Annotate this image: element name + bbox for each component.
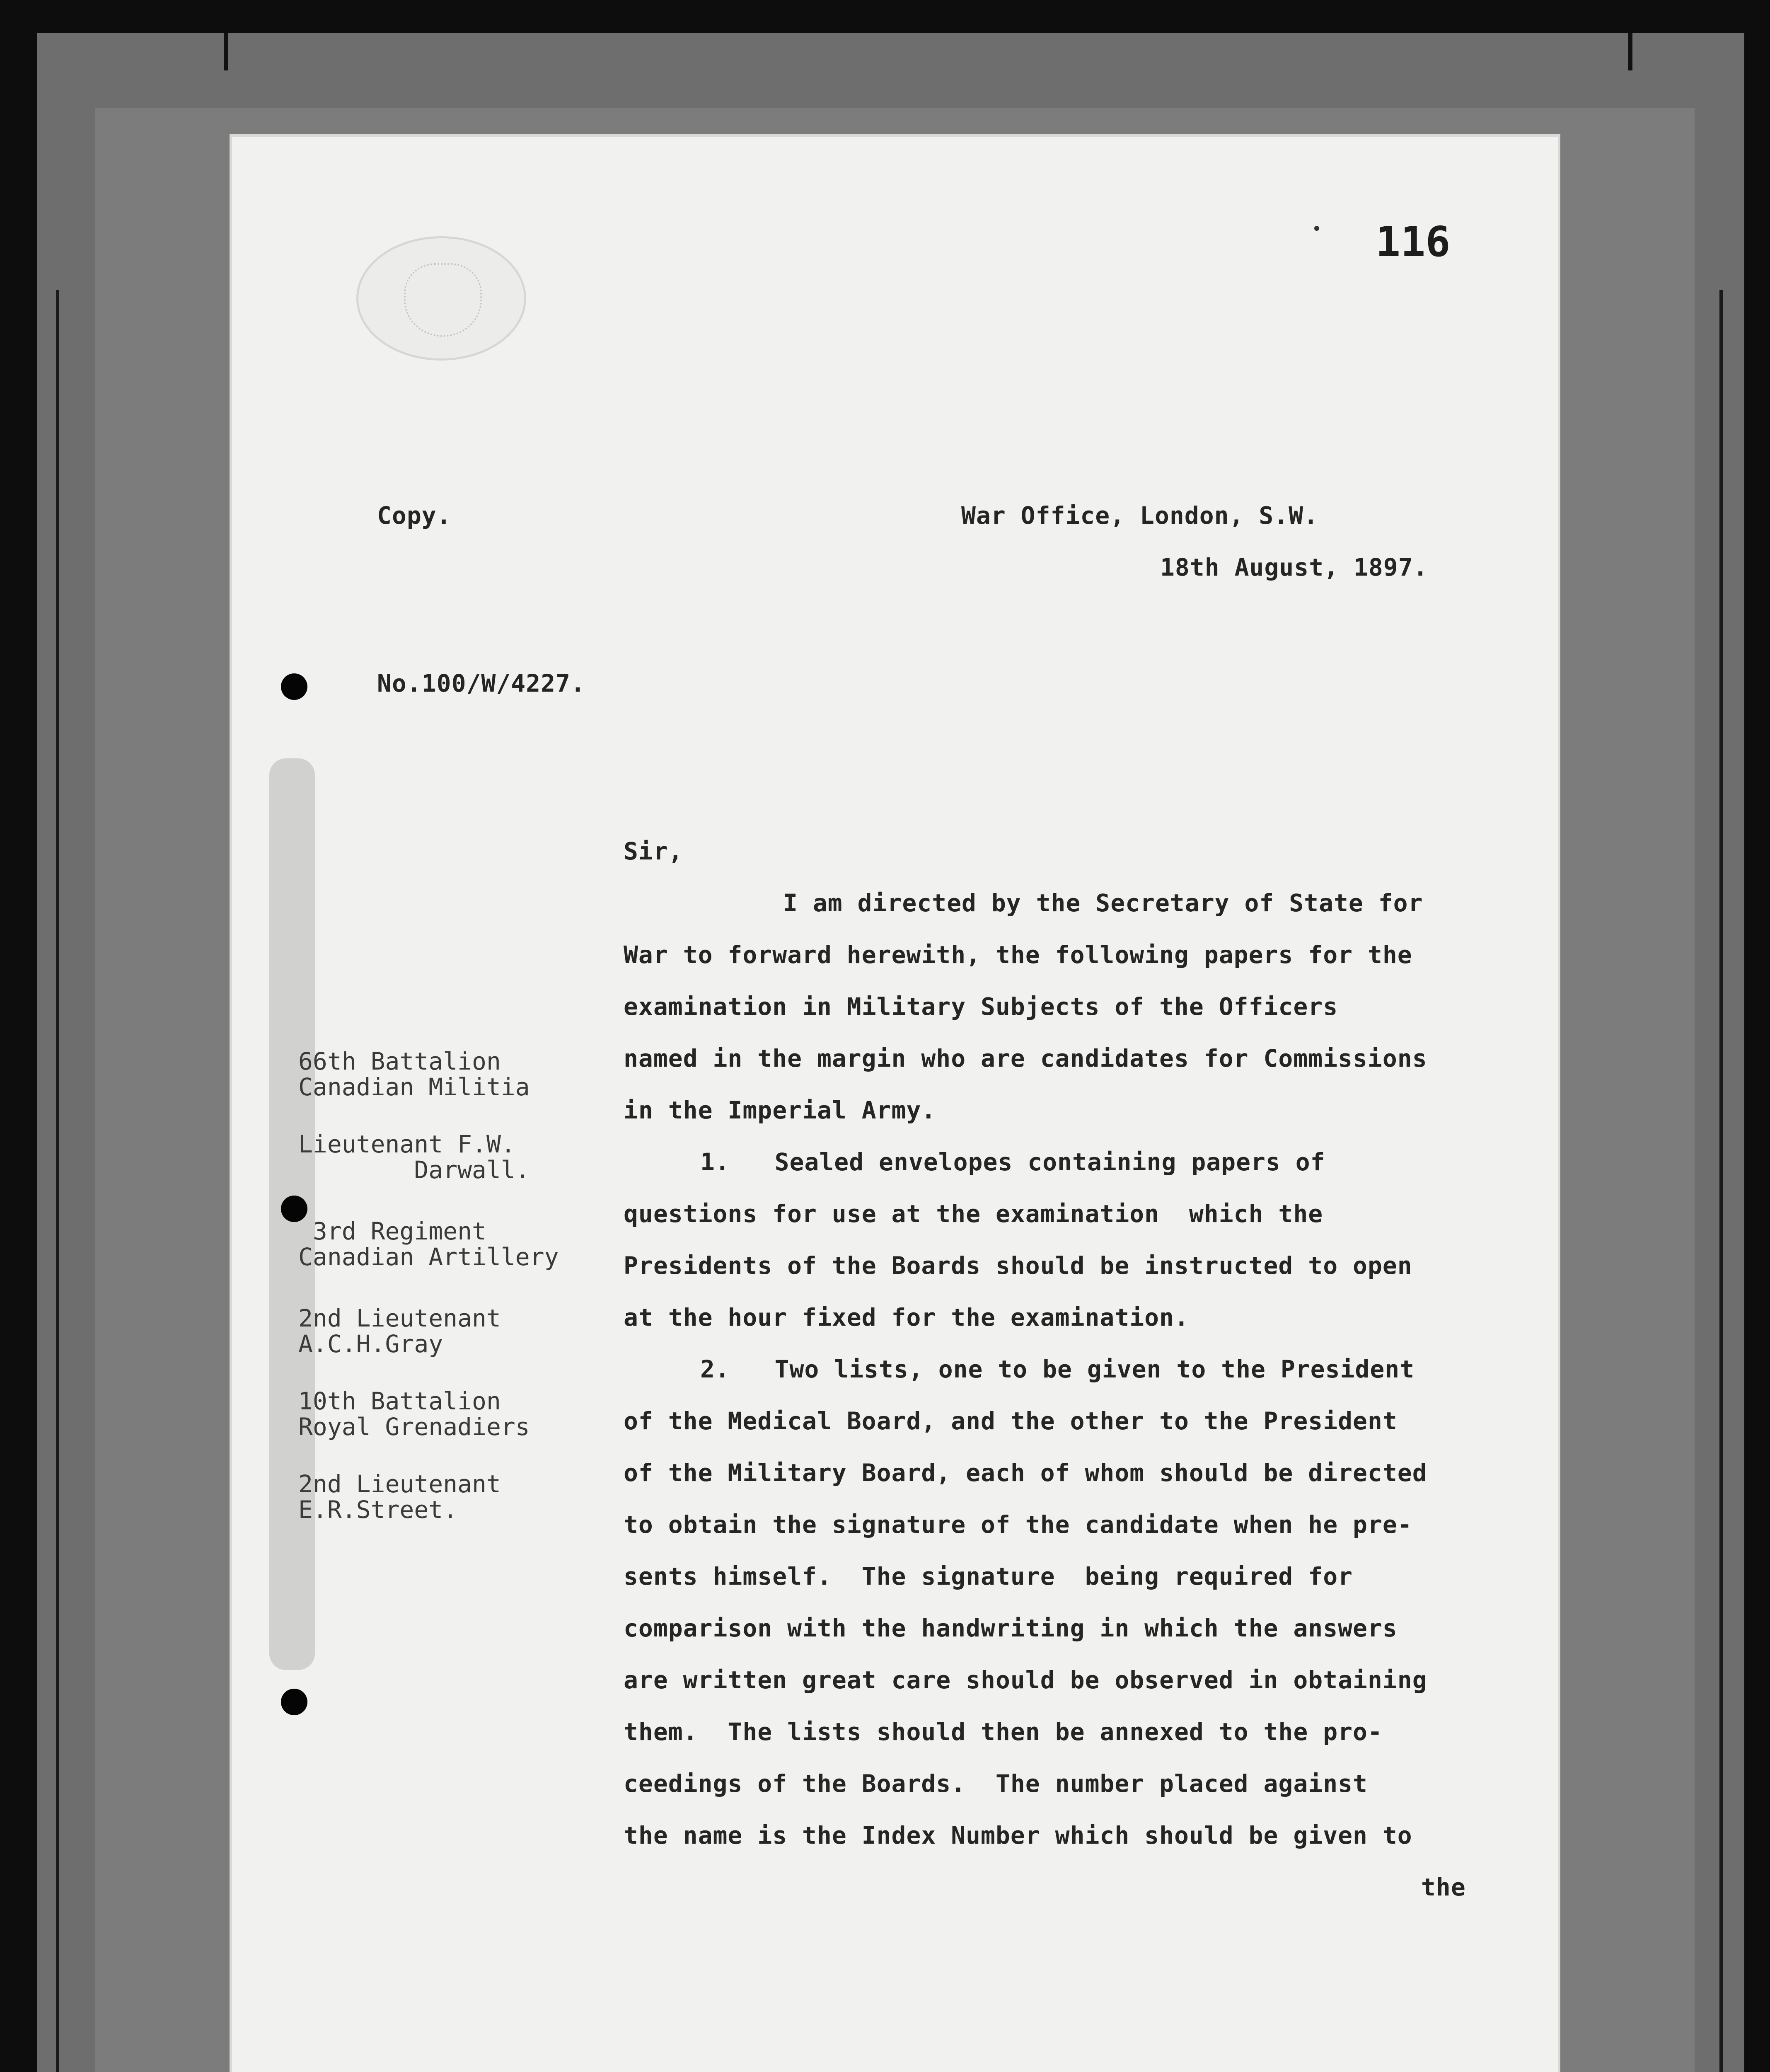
body-line: comparison with the handwriting in which the answers <box>624 1614 1398 1642</box>
body-line: ceedings of the Boards. The number placed against <box>624 1769 1368 1798</box>
body-line: of the Medical Board, and the other to the President <box>624 1407 1398 1435</box>
frame-edge-right <box>1719 290 1723 2072</box>
reference-number: No.100/W/4227. <box>377 669 585 697</box>
copy-label: Copy. <box>377 501 452 530</box>
frame-tab-left <box>224 33 228 70</box>
body-line: named in the margin who are candidates for Commissions <box>624 1044 1427 1072</box>
margin-note: 2nd Lieutenant E.R.Street. <box>298 1470 501 1524</box>
page-number: 116 <box>1376 218 1451 266</box>
margin-note: 66th Battalion Canadian Militia <box>298 1047 530 1101</box>
body-line: to obtain the signature of the candidate when he pre- <box>624 1510 1412 1539</box>
body-line: them. The lists should then be annexed to the pro- <box>624 1718 1383 1746</box>
body-line: I am directed by the Secretary of State for <box>783 889 1423 917</box>
body-line: War to forward herewith, the following papers for the <box>624 941 1412 969</box>
margin-note: 2nd Lieutenant A.C.H.Gray <box>298 1304 501 1358</box>
embossed-seal <box>356 236 526 361</box>
sender-address: War Office, London, S.W. <box>961 501 1319 530</box>
catchword: the <box>1421 1873 1466 1901</box>
frame-tab-right <box>1628 33 1632 70</box>
body-line: 1. Sealed envelopes containing papers of <box>700 1148 1325 1176</box>
letter-date: 18th August, 1897. <box>1160 553 1428 581</box>
body-line: the name is the Index Number which should be given to <box>624 1821 1412 1849</box>
margin-note: 10th Battalion Royal Grenadiers <box>298 1387 530 1441</box>
body-line: 2. Two lists, one to be given to the President <box>700 1355 1415 1383</box>
body-line: at the hour fixed for the examination. <box>624 1303 1189 1331</box>
punch-hole-top <box>281 673 307 700</box>
body-line: of the Military Board, each of whom should be directed <box>624 1459 1427 1487</box>
body-line: sents himself. The signature being required for <box>624 1562 1353 1590</box>
margin-note: 3rd Regiment Canadian Artillery <box>298 1217 559 1271</box>
body-line: in the Imperial Army. <box>624 1096 936 1124</box>
body-line: are written great care should be observed in obtaining <box>624 1666 1427 1694</box>
frame-edge-left <box>56 290 59 2072</box>
document-page <box>232 137 1558 2072</box>
ink-dot <box>1314 226 1319 231</box>
body-line: Presidents of the Boards should be instructed to open <box>624 1251 1412 1280</box>
crest-icon <box>404 263 482 337</box>
body-line: examination in Military Subjects of the Officers <box>624 992 1338 1021</box>
margin-note: Lieutenant F.W. Darwall. <box>298 1130 530 1184</box>
body-line: questions for use at the examination which the <box>624 1200 1323 1228</box>
salutation: Sir, <box>624 837 683 865</box>
punch-hole-bottom <box>281 1689 307 1715</box>
